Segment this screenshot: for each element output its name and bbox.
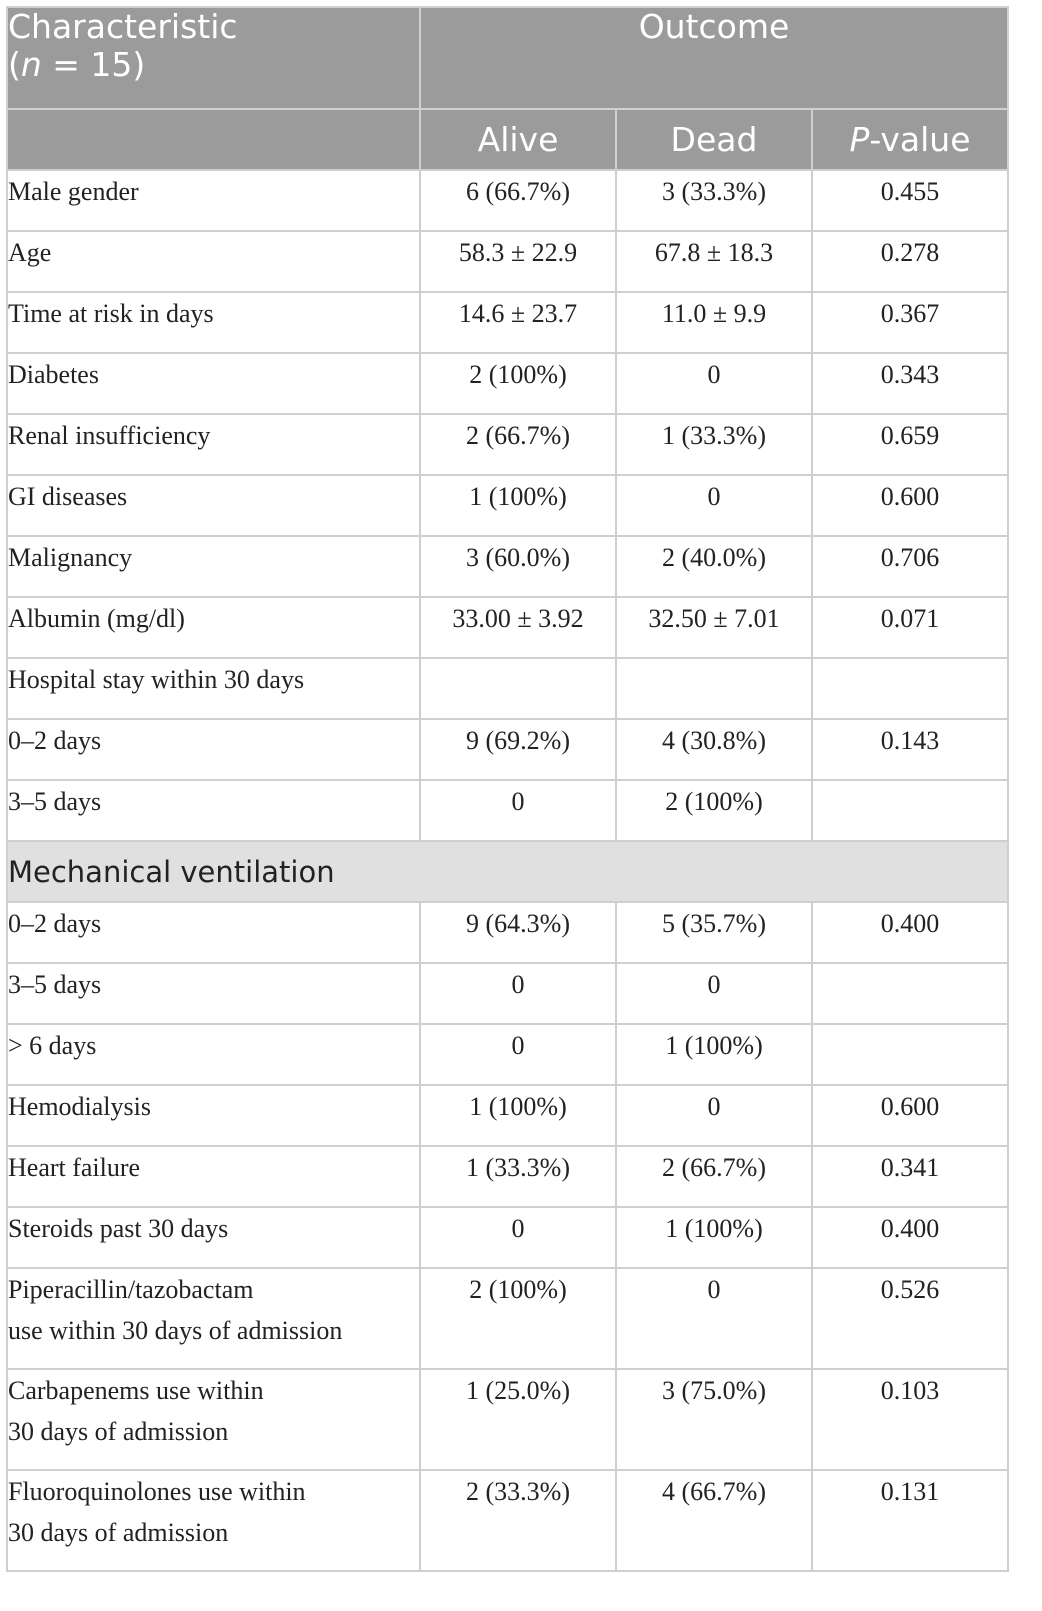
table-row	[7, 1024, 1008, 1085]
dead-value: 2 (66.7%)	[616, 1146, 812, 1207]
row-label-line-1: Fluoroquinolones use within	[8, 1477, 306, 1506]
characteristics-table	[6, 6, 1009, 1572]
row-label: 3–5 days	[7, 780, 420, 841]
p-value	[812, 1024, 1008, 1085]
p-value: 0.455	[812, 170, 1008, 231]
p-value: 0.526	[812, 1268, 1008, 1369]
dead-value: 3 (33.3%)	[616, 170, 812, 231]
row-label: Heart failure	[7, 1146, 420, 1207]
dead-value: 0	[616, 963, 812, 1024]
alive-value: 33.00 ± 3.92	[420, 597, 616, 658]
p-value: 0.367	[812, 292, 1008, 353]
p-value: 0.600	[812, 475, 1008, 536]
alive-value: 2 (100%)	[420, 353, 616, 414]
p-value: 0.278	[812, 231, 1008, 292]
p-value: 0.343	[812, 353, 1008, 414]
row-label: Hospital stay within 30 days	[7, 658, 420, 719]
row-label-line-2: 30 days of admission	[8, 1417, 229, 1446]
p-label: P	[849, 120, 870, 159]
dead-value: 1 (100%)	[616, 1024, 812, 1085]
alive-value: 1 (100%)	[420, 475, 616, 536]
table-row	[7, 231, 1008, 292]
empty-header-cell	[7, 109, 420, 170]
alive-value: 9 (64.3%)	[420, 902, 616, 963]
dead-value: 1 (33.3%)	[616, 414, 812, 475]
table-row	[7, 170, 1008, 231]
row-label-line-2: use within 30 days of admission	[8, 1316, 343, 1345]
alive-value: 2 (33.3%)	[420, 1470, 616, 1571]
row-label: Malignancy	[7, 536, 420, 597]
alive-value: 1 (25.0%)	[420, 1369, 616, 1470]
dead-value: 0	[616, 1085, 812, 1146]
header-row-1	[7, 7, 1008, 109]
alive-value: 14.6 ± 23.7	[420, 292, 616, 353]
table-row	[7, 902, 1008, 963]
table-row	[7, 1268, 1008, 1369]
characteristic-label: Characteristic	[8, 7, 238, 46]
dead-value: 32.50 ± 7.01	[616, 597, 812, 658]
table-row	[7, 719, 1008, 780]
p-suffix: -value	[869, 120, 971, 159]
dead-value: 4 (66.7%)	[616, 1470, 812, 1571]
p-value	[812, 658, 1008, 719]
p-value: 0.341	[812, 1146, 1008, 1207]
dead-header: Dead	[616, 109, 812, 170]
row-label: Albumin (mg/dl)	[7, 597, 420, 658]
row-label-line-2: 30 days of admission	[8, 1518, 229, 1547]
alive-value: 6 (66.7%)	[420, 170, 616, 231]
p-value: 0.400	[812, 1207, 1008, 1268]
p-value	[812, 963, 1008, 1024]
section-title: Mechanical ventilation	[7, 841, 1008, 902]
table-row	[7, 414, 1008, 475]
table-row	[7, 780, 1008, 841]
row-label	[7, 1470, 420, 1571]
dead-value: 0	[616, 1268, 812, 1369]
table-row	[7, 1146, 1008, 1207]
dead-value: 3 (75.0%)	[616, 1369, 812, 1470]
p-value	[812, 780, 1008, 841]
section-row	[7, 841, 1008, 902]
table-row	[7, 1369, 1008, 1470]
header-row-2	[7, 109, 1008, 170]
row-label	[7, 1268, 420, 1369]
row-label: > 6 days	[7, 1024, 420, 1085]
row-label: Steroids past 30 days	[7, 1207, 420, 1268]
p-value: 0.706	[812, 536, 1008, 597]
alive-value: 0	[420, 963, 616, 1024]
p-value: 0.400	[812, 902, 1008, 963]
row-label: 0–2 days	[7, 902, 420, 963]
outcome-label: Outcome	[638, 7, 790, 46]
table-row	[7, 658, 1008, 719]
alive-value: 1 (100%)	[420, 1085, 616, 1146]
characteristic-header: Characteristic (n = 15)	[7, 7, 420, 109]
table-row	[7, 536, 1008, 597]
alive-value: 2 (66.7%)	[420, 414, 616, 475]
alive-value: 3 (60.0%)	[420, 536, 616, 597]
dead-value: 0	[616, 353, 812, 414]
row-label: 3–5 days	[7, 963, 420, 1024]
p-value-header	[812, 109, 1008, 170]
p-value: 0.071	[812, 597, 1008, 658]
p-value: 0.143	[812, 719, 1008, 780]
row-label: Hemodialysis	[7, 1085, 420, 1146]
alive-value: 9 (69.2%)	[420, 719, 616, 780]
row-label: Time at risk in days	[7, 292, 420, 353]
table-row	[7, 1085, 1008, 1146]
dead-value: 1 (100%)	[616, 1207, 812, 1268]
table-row	[7, 597, 1008, 658]
alive-value: 2 (100%)	[420, 1268, 616, 1369]
n-label: n	[20, 45, 42, 84]
row-label: Male gender	[7, 170, 420, 231]
dead-value: 11.0 ± 9.9	[616, 292, 812, 353]
row-label: Diabetes	[7, 353, 420, 414]
row-label: Age	[7, 231, 420, 292]
alive-value: 58.3 ± 22.9	[420, 231, 616, 292]
dead-value: 2 (100%)	[616, 780, 812, 841]
table-row	[7, 1207, 1008, 1268]
table-row	[7, 353, 1008, 414]
p-value: 0.659	[812, 414, 1008, 475]
alive-value	[420, 658, 616, 719]
outcome-header	[420, 7, 1008, 109]
dead-value: 4 (30.8%)	[616, 719, 812, 780]
table-row	[7, 475, 1008, 536]
row-label: 0–2 days	[7, 719, 420, 780]
alive-value: 0	[420, 1024, 616, 1085]
alive-value: 1 (33.3%)	[420, 1146, 616, 1207]
alive-value: 0	[420, 780, 616, 841]
row-label-line-1: Carbapenems use within	[8, 1376, 264, 1405]
dead-value: 5 (35.7%)	[616, 902, 812, 963]
row-label-line-1: Piperacillin/tazobactam	[8, 1275, 254, 1304]
table-row	[7, 292, 1008, 353]
n-value: = 15)	[41, 45, 146, 84]
p-value: 0.131	[812, 1470, 1008, 1571]
dead-value: 67.8 ± 18.3	[616, 231, 812, 292]
p-value: 0.600	[812, 1085, 1008, 1146]
alive-value: 0	[420, 1207, 616, 1268]
alive-header: Alive	[420, 109, 616, 170]
dead-value	[616, 658, 812, 719]
p-value: 0.103	[812, 1369, 1008, 1470]
table-row	[7, 1470, 1008, 1571]
dead-value: 0	[616, 475, 812, 536]
row-label: Renal insufficiency	[7, 414, 420, 475]
row-label: GI diseases	[7, 475, 420, 536]
dead-value: 2 (40.0%)	[616, 536, 812, 597]
row-label	[7, 1369, 420, 1470]
table-row	[7, 963, 1008, 1024]
